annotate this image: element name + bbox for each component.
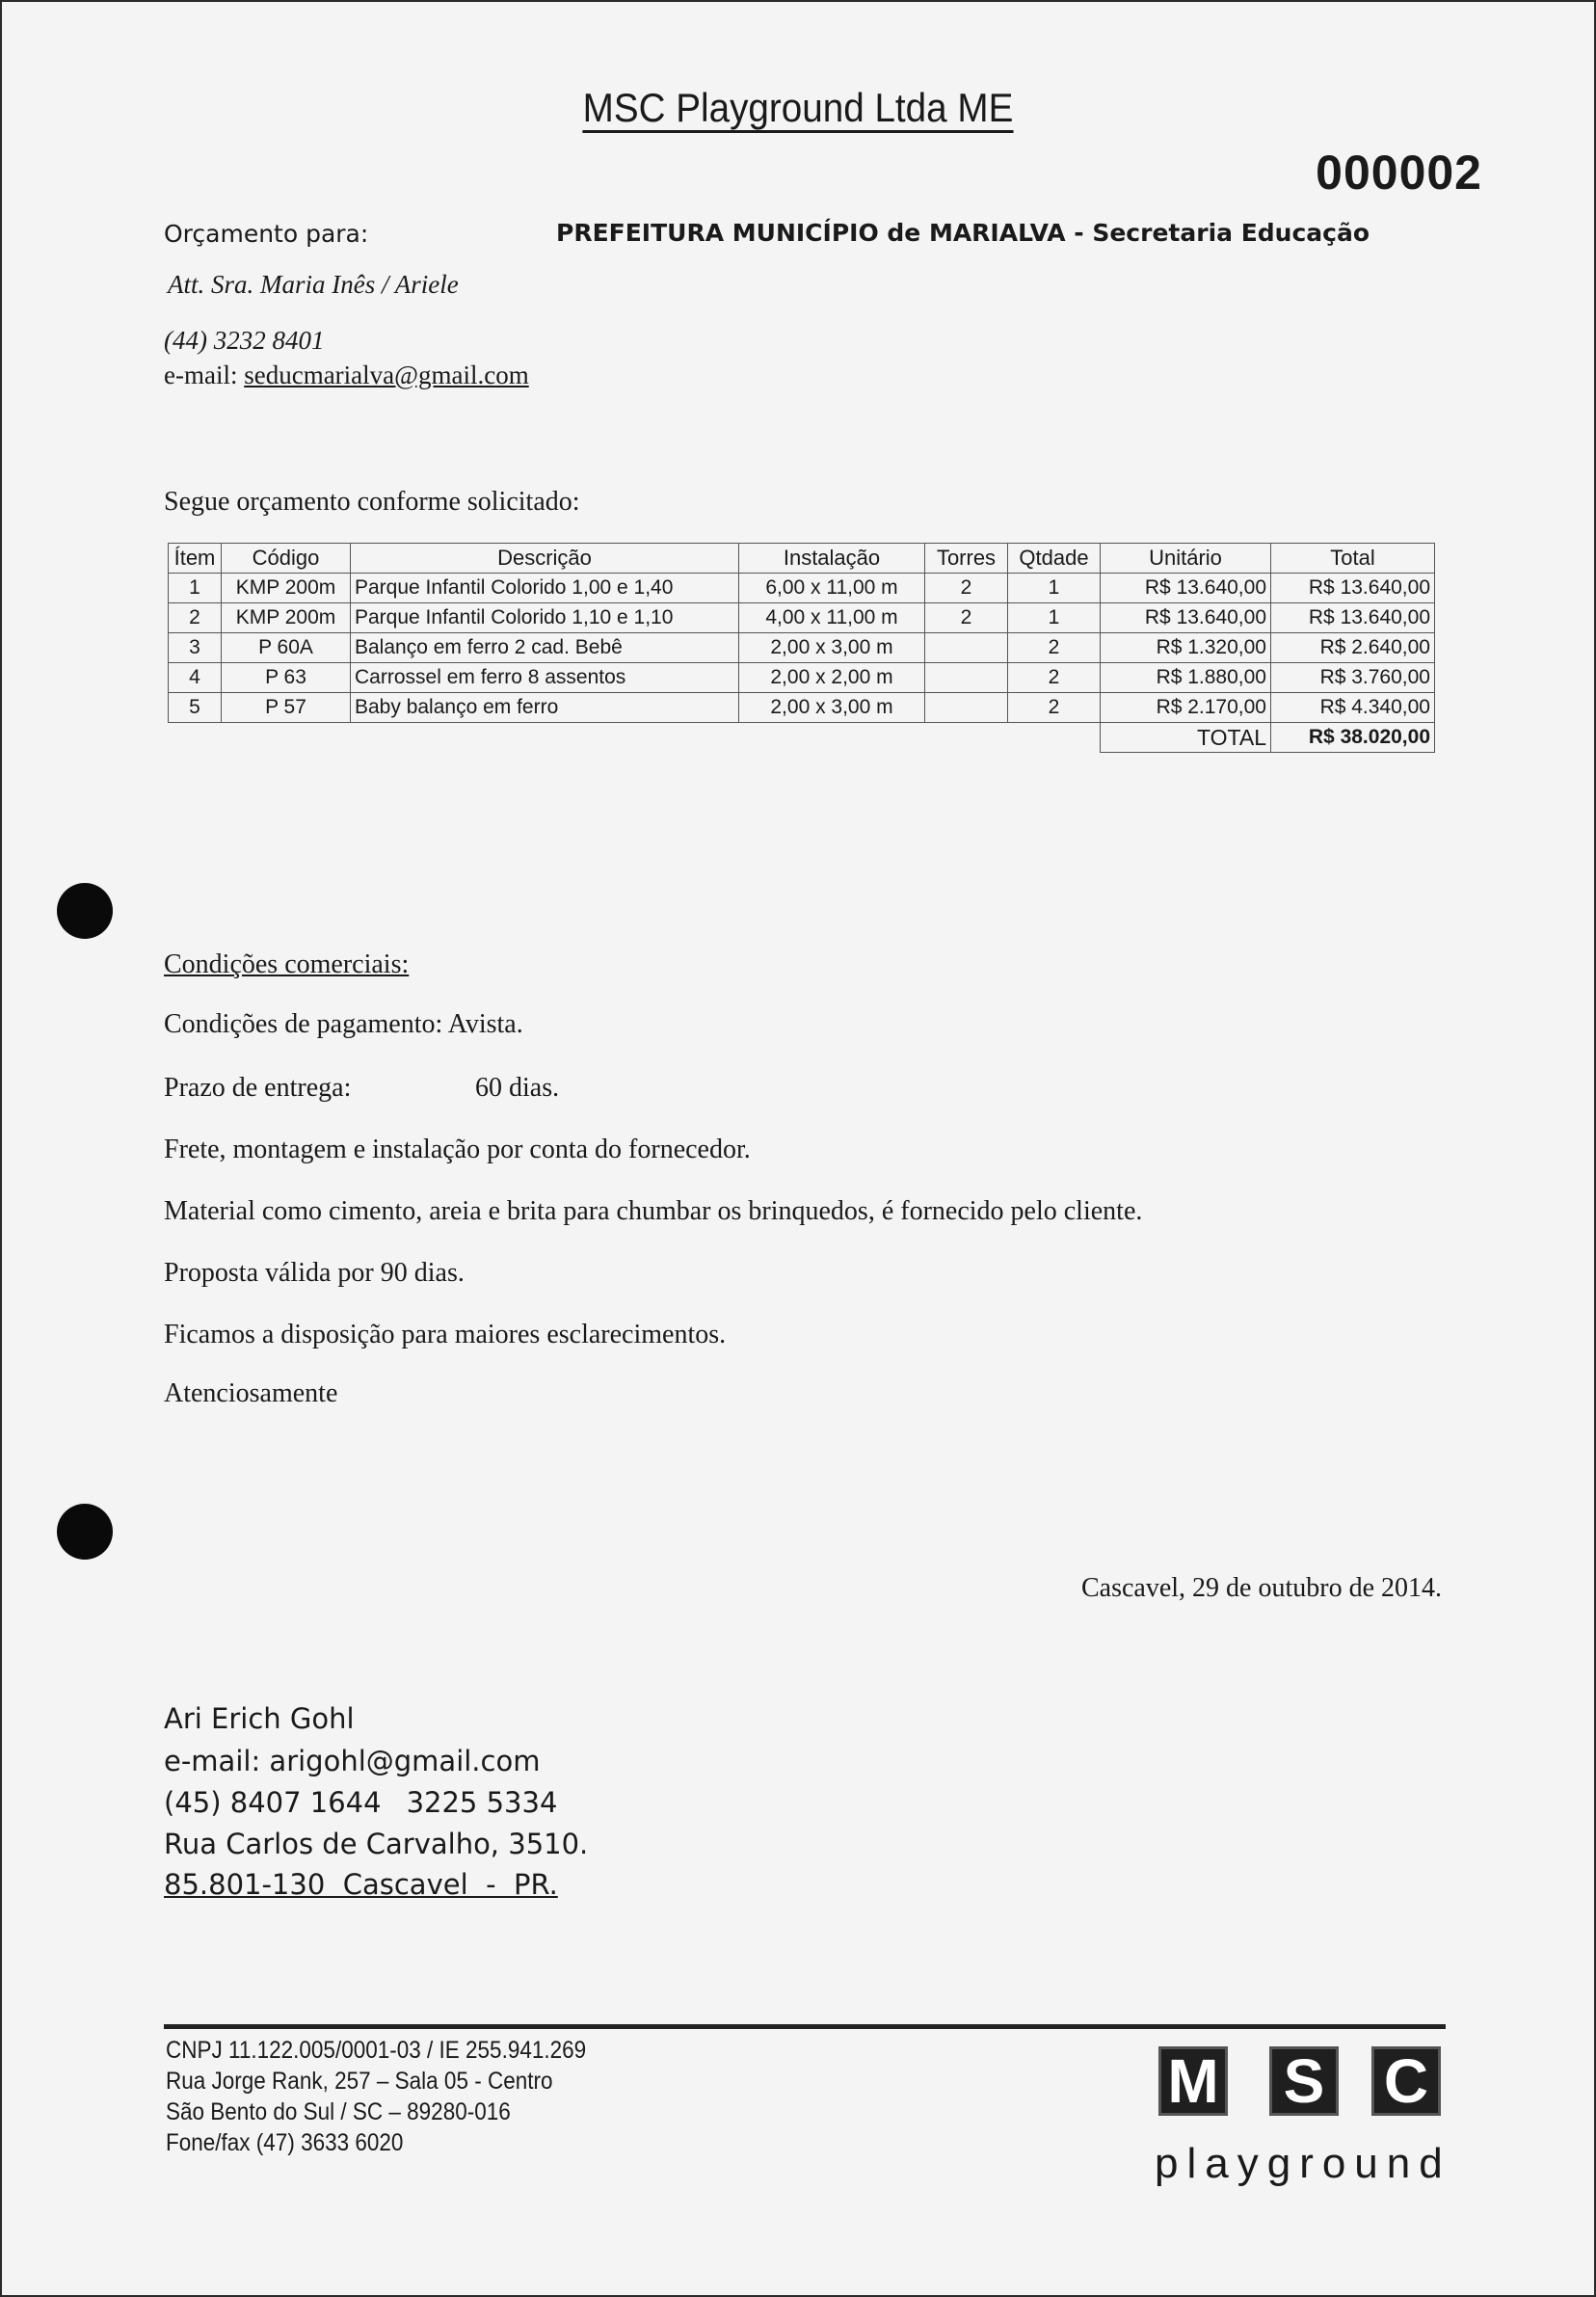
cell-towers: 2	[925, 603, 1008, 633]
header-cell-quantity: Qtdade	[1008, 544, 1101, 574]
signer-phone	[164, 1786, 557, 1819]
cell-total: R$ 3.760,00	[1271, 663, 1435, 693]
cell-code: KMP 200m	[222, 574, 351, 603]
client-email-line	[164, 361, 529, 390]
client-name: PREFEITURA MUNICÍPIO de MARIALVA - Secretaria Educação	[556, 219, 1370, 247]
signer-name: Ari Erich Gohl	[164, 1702, 355, 1735]
cell-total: R$ 2.640,00	[1271, 633, 1435, 663]
table-header-row	[169, 544, 1435, 574]
table-row	[169, 603, 1435, 633]
signer-email: e-mail: arigohl@gmail.com	[164, 1745, 541, 1777]
cell-installation: 2,00 x 2,00 m	[739, 663, 925, 693]
logo-subtitle: playground	[1155, 2140, 1451, 2187]
cell-total: R$ 4.340,00	[1271, 693, 1435, 723]
cell-total: R$ 13.640,00	[1271, 574, 1435, 603]
delivery-value: 60 dias.	[475, 1073, 560, 1103]
header-cell-total: Total	[1271, 544, 1435, 574]
table-row	[169, 693, 1435, 723]
table-total-row	[169, 723, 1435, 753]
header-cell-installation: Instalação	[739, 544, 925, 574]
cell-towers	[925, 693, 1008, 723]
header-cell-item: Ítem	[169, 544, 222, 574]
cell-unit-price: R$ 1.320,00	[1101, 633, 1271, 663]
header-cell-code: Código	[222, 544, 351, 574]
cell-installation: 4,00 x 11,00 m	[739, 603, 925, 633]
cell-unit-price: R$ 13.640,00	[1101, 603, 1271, 633]
freight-text: Frete, montagem e instalação por conta do fornecedor.	[164, 1135, 751, 1164]
table-row	[169, 633, 1435, 663]
cell-unit-price: R$ 13.640,00	[1101, 574, 1271, 603]
table-row	[169, 663, 1435, 693]
date-line: Cascavel, 29 de outubro de 2014.	[1080, 1573, 1442, 1603]
table-row	[169, 574, 1435, 603]
footer-city: São Bento do Sul / SC – 89280-016	[166, 2098, 511, 2125]
cell-code: P 57	[222, 693, 351, 723]
cell-quantity: 1	[1008, 574, 1101, 603]
header-cell-unit-price: Unitário	[1101, 544, 1271, 574]
payment-condition: Condições de pagamento: Avista.	[164, 1009, 523, 1039]
cell-installation: 2,00 x 3,00 m	[739, 693, 925, 723]
cell-item: 4	[169, 663, 222, 693]
client-phone: (44) 3232 8401	[164, 326, 325, 355]
delivery-label: Prazo de entrega:	[164, 1073, 352, 1103]
cell-item: 1	[169, 574, 222, 603]
footer-cnpj: CNPJ 11.122.005/0001-03 / IE 255.941.269	[166, 2037, 587, 2064]
closing-text: Atenciosamente	[164, 1378, 338, 1408]
cell-total: R$ 13.640,00	[1271, 603, 1435, 633]
cell-installation: 2,00 x 3,00 m	[739, 633, 925, 663]
cell-towers	[925, 663, 1008, 693]
cell-quantity: 2	[1008, 663, 1101, 693]
header-cell-description: Descrição	[351, 544, 739, 574]
cell-towers: 2	[925, 574, 1008, 603]
availability-text: Ficamos a disposição para maiores esclarecimentos.	[164, 1320, 727, 1349]
email-label: e-mail:	[164, 361, 245, 389]
cell-description: Balanço em ferro 2 cad. Bebê	[351, 633, 739, 663]
total-value: R$ 38.020,00	[1271, 723, 1435, 753]
footer-phone: Fone/fax (47) 3633 6020	[166, 2129, 404, 2156]
signer-phone-2: 3225 5334	[406, 1786, 558, 1819]
quote-for-label: Orçamento para:	[164, 220, 369, 248]
cell-unit-price: R$ 1.880,00	[1101, 663, 1271, 693]
cell-code: P 63	[222, 663, 351, 693]
binder-hole-top	[57, 883, 113, 939]
attention-line: Att. Sra. Maria Inês / Ariele	[168, 270, 459, 299]
material-text: Material como cimento, areia e brita para chumbar os brinquedos, é fornecido pelo cliente.	[164, 1196, 1143, 1226]
cell-item: 5	[169, 693, 222, 723]
logo-letter-s: S	[1269, 2046, 1339, 2116]
cell-code: P 60A	[222, 633, 351, 663]
cell-description: Parque Infantil Colorido 1,10 e 1,10	[351, 603, 739, 633]
conditions-title: Condições comerciais:	[164, 949, 410, 979]
total-label: TOTAL	[1101, 723, 1271, 753]
cell-description: Parque Infantil Colorido 1,00 e 1,40	[351, 574, 739, 603]
cell-item: 3	[169, 633, 222, 663]
cell-code: KMP 200m	[222, 603, 351, 633]
validity-text: Proposta válida por 90 dias.	[164, 1258, 465, 1288]
client-email-link[interactable]: seducmarialva@gmail.com	[244, 361, 529, 389]
cell-towers	[925, 633, 1008, 663]
cell-item: 2	[169, 603, 222, 633]
signer-cep-city: 85.801-130 Cascavel - PR.	[164, 1868, 558, 1901]
quote-table	[168, 543, 1435, 753]
logo-letter-m: M	[1158, 2046, 1228, 2116]
cell-installation: 6,00 x 11,00 m	[739, 574, 925, 603]
cell-description: Carrossel em ferro 8 assentos	[351, 663, 739, 693]
cell-quantity: 1	[1008, 603, 1101, 633]
intro-text: Segue orçamento conforme solicitado:	[164, 487, 580, 517]
cell-description: Baby balanço em ferro	[351, 693, 739, 723]
cell-unit-price: R$ 2.170,00	[1101, 693, 1271, 723]
cell-quantity: 2	[1008, 633, 1101, 663]
signer-street: Rua Carlos de Carvalho, 3510.	[164, 1828, 589, 1860]
logo-letter-c: C	[1371, 2046, 1441, 2116]
cell-quantity: 2	[1008, 693, 1101, 723]
header-cell-towers: Torres	[925, 544, 1008, 574]
company-title: MSC Playground Ltda ME	[64, 85, 1532, 131]
signer-phone-1: (45) 8407 1644	[164, 1786, 382, 1819]
footer-divider	[164, 2024, 1446, 2029]
footer-address: Rua Jorge Rank, 257 – Sala 05 - Centro	[166, 2068, 553, 2095]
binder-hole-bottom	[57, 1504, 113, 1560]
document-number: 000002	[1316, 146, 1482, 200]
